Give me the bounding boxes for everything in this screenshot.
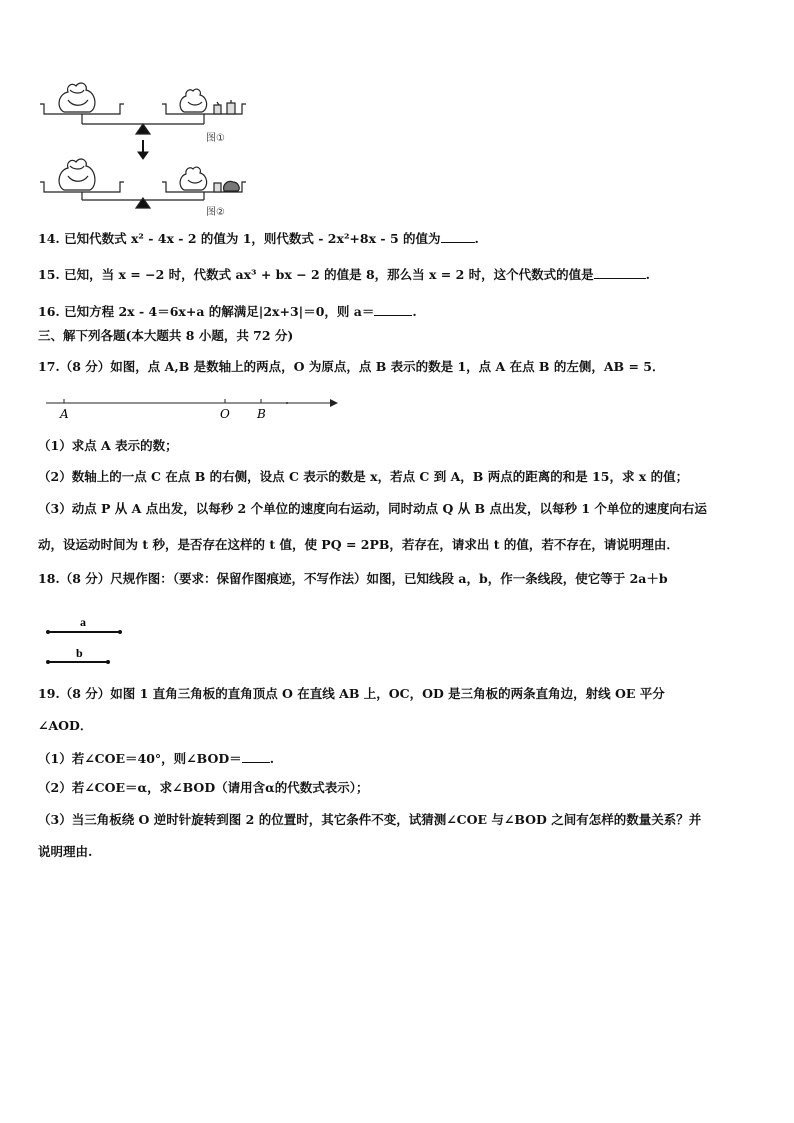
segments-figure: [44, 614, 130, 666]
q19-answer-blank[interactable]: [242, 750, 270, 763]
balance-diagram-1: [40, 83, 246, 134]
figure-2-label: 图②: [206, 207, 225, 218]
down-arrow-icon: [138, 140, 148, 159]
q19-part-2: （2）若∠COE＝α，求∠BOD（请用含α的代数式表示）；: [38, 780, 369, 795]
segment-a-label: a: [80, 615, 86, 629]
q14-text-end: .: [474, 231, 479, 246]
section-3-heading: 三、解下列各题(本大题共 8 小题，共 72 分): [38, 328, 294, 343]
q19-part-1-end: .: [269, 751, 275, 766]
q17-part-3b: 动，设运动时间为 t 秒，是否存在这样的 t 值，使 PQ = 2PB，若存在，请求出 t 的值，若不存在，请说明理由．: [38, 537, 679, 552]
q16-text: 已知方程 2x - 4＝6x+a 的解满足|2x+3|＝0，则 a＝: [64, 304, 375, 319]
q17-part-2: （2）数轴上的一点 C 在点 B 的右侧，设点 C 表示的数是 x，若点 C 到 A，B 两点的距离的和是 15，求 x 的值；: [38, 469, 689, 484]
q16-answer-blank[interactable]: [374, 303, 412, 316]
q16-text-end: .: [412, 304, 417, 319]
q16-number: 16.: [38, 304, 60, 319]
q14-number: 14.: [38, 231, 60, 246]
number-line-figure: [46, 394, 338, 422]
balance-diagram-2: [40, 159, 246, 208]
q15-text-end: .: [645, 267, 651, 282]
number-line-arrow-icon: [330, 399, 338, 407]
q15-answer-blank[interactable]: [594, 266, 646, 279]
q19-part-1-text: （1）若∠COE＝40°，则∠BOD＝: [38, 751, 242, 766]
q15-number: 15.: [38, 267, 60, 282]
figure-1-label: 图①: [206, 133, 225, 144]
segment-b-label: b: [76, 646, 83, 660]
question-16: [38, 303, 417, 320]
q17-part-3a: （3）动点 P 从 A 点出发，以每秒 2 个单位的速度向右运动，同时动点 Q 从 B 点出发，以每秒 1 个单位的速度向右运: [38, 501, 707, 516]
question-15: [38, 266, 650, 283]
label-a: A: [60, 407, 69, 421]
point-dot: [286, 402, 288, 404]
question-19-intro-a: 19.（8 分）如图 1 直角三角板的直角顶点 O 在直线 AB 上，OC，OD 是三角板的两条直角边，射线 OE 平分: [38, 686, 665, 701]
question-17-intro: 17.（8 分）如图，点 A,B 是数轴上的两点，O 为原点，点 B 表示的数是 1，点 A 在点 B 的左侧，AB = 5．: [38, 359, 665, 374]
q17-part-1: （1）求点 A 表示的数；: [38, 438, 178, 453]
q19-part-1: [38, 750, 274, 767]
balance-figure: [36, 78, 256, 218]
q14-text: 已知代数式 x² - 4x - 2 的值为 1，则代数式 - 2x²+8x - 5 的值为: [64, 231, 441, 246]
q19-part-3a: （3）当三角板绕 O 逆时针旋转到图 2 的位置时，其它条件不变，试猜测∠COE 与∠BOD 之间有怎样的数量关系？并: [38, 812, 702, 827]
question-14: [38, 230, 479, 247]
question-19-intro-b: ∠AOD．: [38, 718, 93, 733]
question-18-intro: 18.（8 分）尺规作图：（要求：保留作图痕迹，不写作法）如图，已知线段 a，b，作一条线段，使它等于 2a＋b: [38, 571, 668, 586]
q14-answer-blank[interactable]: [441, 230, 475, 243]
label-o: O: [220, 407, 230, 421]
q19-part-3b: 说明理由.: [38, 844, 93, 859]
label-b: B: [257, 407, 266, 421]
q15-text: 已知，当 x = −2 时，代数式 ax³ + bx − 2 的值是 8，那么当 x = 2 时，这个代数式的值是: [64, 267, 594, 282]
